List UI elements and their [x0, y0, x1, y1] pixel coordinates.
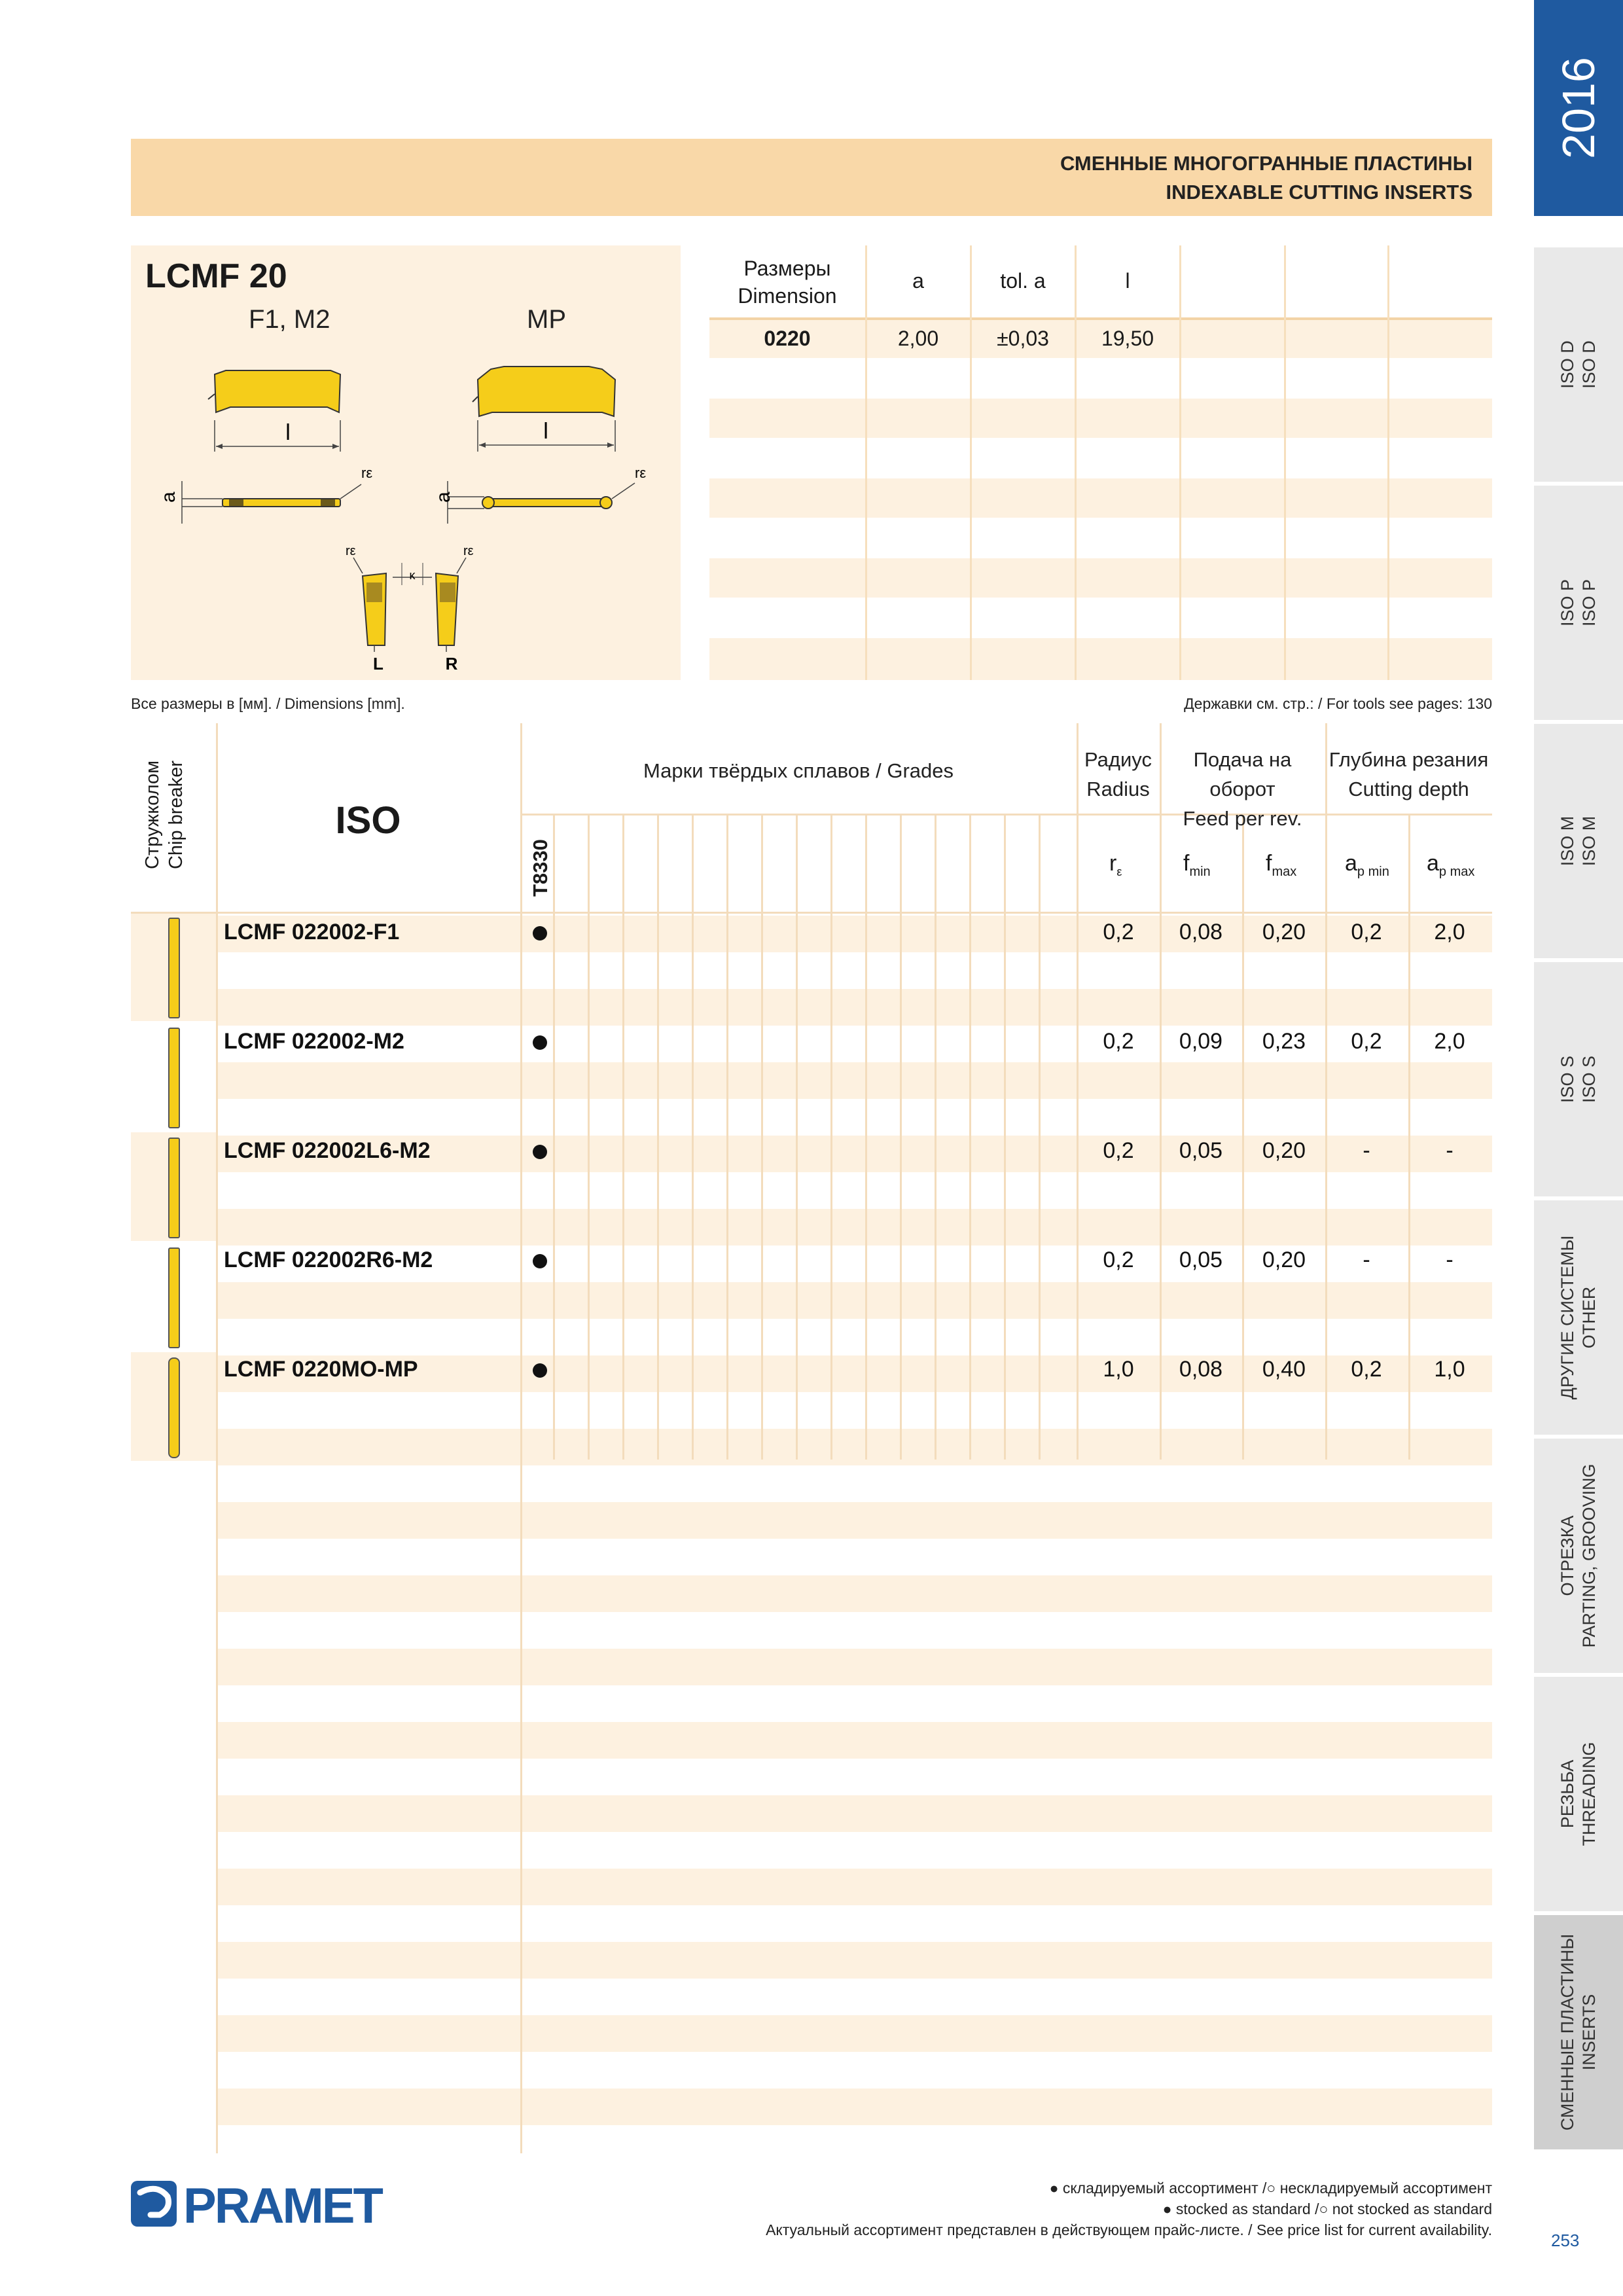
tab-label-ru: РЕЗЬБА	[1558, 1759, 1577, 1829]
cell-apmin: 0,2	[1351, 1029, 1382, 1054]
page-number: 253	[1551, 2231, 1580, 2250]
dim-header-dimension: Размеры Dimension	[738, 257, 837, 308]
year-label: 2016	[1553, 57, 1604, 159]
dim-row-l: 19,50	[1101, 327, 1154, 350]
variant-left-label: F1, M2	[249, 305, 330, 334]
dim-row-tol: ±0,03	[997, 327, 1049, 350]
header-title-ru: СМЕННЫЕ МНОГОГРАННЫЕ ПЛАСТИНЫ	[1060, 152, 1472, 175]
grade-T8330: T8330	[529, 839, 552, 897]
stock-dot	[533, 1254, 547, 1268]
tab-label-en: ISO D	[1579, 340, 1599, 389]
tab-iso-s[interactable]	[1534, 962, 1623, 1196]
cell-fmax: 0,20	[1262, 1138, 1306, 1163]
feed-en: Feed per rev.	[1183, 807, 1302, 830]
cell-apmax: -	[1446, 1138, 1454, 1163]
tab-label-en: PARTING, GROOVING	[1579, 1463, 1599, 1648]
variant-right-label: MP	[527, 305, 566, 334]
tools-ref-text: Державки см. стр.: / For tools see pages:	[1184, 695, 1463, 712]
dim-row-code: 0220	[764, 327, 811, 350]
insert-icon	[168, 918, 180, 1018]
stock-dot	[533, 1363, 547, 1378]
label-R: R	[445, 654, 458, 673]
radius-en: Radius	[1086, 778, 1150, 800]
chip-breaker-en: Chip breaker	[166, 760, 187, 870]
cell-fmin: 0,05	[1179, 1247, 1223, 1272]
legend-ru: ● складируемый ассортимент /○ нескладируемый ассортимент	[1049, 2179, 1492, 2197]
cell-apmax: 1,0	[1434, 1357, 1465, 1382]
cell-apmin: -	[1363, 1247, 1370, 1272]
tab-label-en: INSERTS	[1579, 1994, 1599, 2071]
tab-parting[interactable]	[1534, 1439, 1623, 1673]
insert-icon	[168, 1247, 180, 1348]
chip-breaker-ru: Стружколом	[142, 760, 163, 870]
dim-r-label-mp: rε	[635, 465, 647, 481]
tab-other[interactable]	[1534, 1200, 1623, 1435]
dim-header-tol: tol. a	[1000, 269, 1046, 293]
dim-l-label: l	[285, 420, 291, 445]
sub-fmin: $f_{min}$	[1183, 851, 1211, 879]
sub-apmax: $a_{p max}$	[1427, 851, 1475, 879]
cell-fmax: 0,40	[1262, 1357, 1306, 1382]
cell-fmax: 0,23	[1262, 1029, 1306, 1054]
sub-apmin: $a_{p min}$	[1345, 851, 1389, 879]
cell-fmax: 0,20	[1262, 920, 1306, 944]
depth-en: Cutting depth	[1348, 778, 1469, 800]
tab-iso-p[interactable]	[1534, 486, 1623, 720]
cell-fmax: 0,20	[1262, 1247, 1306, 1272]
table-row-name: LCMF 022002-M2	[224, 1029, 404, 1054]
dim-row-a: 2,00	[897, 327, 939, 350]
radius-ru: Радиус	[1084, 748, 1152, 771]
cell-apmin: -	[1363, 1138, 1370, 1163]
tab-label-ru: СМЕННЫЕ ПЛАСТИНЫ	[1558, 1933, 1577, 2131]
tab-label-ru: ОТРЕЗКА	[1558, 1515, 1577, 1596]
cell-fmin: 0,08	[1179, 920, 1223, 944]
sub-re: $r_\varepsilon$	[1109, 851, 1122, 878]
tab-label-ru: ISO D	[1558, 340, 1577, 389]
tab-label-en: ISO S	[1579, 1055, 1599, 1103]
cell-apmax: 2,0	[1434, 1029, 1465, 1054]
insert-icon	[168, 1357, 180, 1458]
dim-k-label: κ	[409, 569, 416, 582]
insert-icon	[168, 1028, 180, 1128]
pramet-logo-mark	[131, 2177, 399, 2231]
radius-header	[1077, 745, 1160, 804]
section-header	[131, 139, 1492, 216]
insert-title: LCMF 20	[145, 257, 287, 295]
cell-re: 0,2	[1103, 1029, 1134, 1054]
dim-header-l: l	[1125, 269, 1130, 293]
year-tab[interactable]	[1534, 0, 1623, 216]
table-row-name: LCMF 022002R6-M2	[224, 1247, 433, 1272]
dim-l-label-mp: l	[543, 419, 548, 444]
tab-label-ru: ISO P	[1558, 579, 1577, 627]
tab-threading[interactable]	[1534, 1677, 1623, 1911]
tab-iso-m[interactable]	[1534, 724, 1623, 958]
dimensions-note: Все размеры в [мм]. / Dimensions [mm].	[131, 695, 405, 712]
feed-header	[1160, 745, 1325, 833]
feed-ru: Подача на оборот	[1193, 748, 1292, 800]
cell-re: 0,2	[1103, 1138, 1134, 1163]
tab-iso-d[interactable]	[1534, 247, 1623, 482]
stock-dot	[533, 926, 547, 941]
cell-apmin: 0,2	[1351, 920, 1382, 944]
chip-breaker-image	[131, 1022, 216, 1131]
cell-apmax: 2,0	[1434, 920, 1465, 944]
chip-breaker-image	[131, 1132, 216, 1241]
stock-dot	[533, 1145, 547, 1159]
dim-a-label: a	[158, 492, 179, 503]
header-title-en: INDEXABLE CUTTING INSERTS	[1166, 181, 1472, 204]
iso-header: ISO	[335, 799, 401, 842]
table-row-name: LCMF 0220MO-MP	[224, 1357, 418, 1382]
tab-label-ru: ISO S	[1558, 1055, 1577, 1103]
grades-header: Марки твёрдых сплавов / Grades	[643, 759, 954, 782]
tab-label-en: THREADING	[1579, 1742, 1599, 1846]
depth-header	[1325, 745, 1492, 804]
cell-re: 0,2	[1103, 1247, 1134, 1272]
sub-fmax: $f_{max}$	[1266, 851, 1297, 879]
availability-note: Актуальный ассортимент представлен в действующем прайс-листе. / See price list for current availability.	[766, 2221, 1492, 2238]
cell-re: 1,0	[1103, 1357, 1134, 1382]
table-row-name: LCMF 022002L6-M2	[224, 1138, 431, 1163]
tools-reference-note	[1184, 695, 1492, 713]
pramet-logo[interactable]	[131, 2177, 399, 2231]
tools-ref-page[interactable]: 130	[1467, 695, 1492, 712]
dim-header-a: a	[912, 269, 924, 293]
dim-a-label-mp: a	[433, 492, 454, 503]
label-L: L	[373, 654, 383, 673]
cell-fmin: 0,08	[1179, 1357, 1223, 1382]
dim-r-label: rε	[361, 465, 373, 481]
tab-inserts[interactable]	[1534, 1915, 1623, 2149]
insert-icon	[168, 1138, 180, 1238]
chip-breaker-image	[131, 1352, 216, 1461]
tab-label-ru: ДРУГИЕ СИСТЕМЫ	[1558, 1235, 1577, 1400]
depth-ru: Глубина резания	[1329, 748, 1489, 771]
legend-en: ● stocked as standard /○ not stocked as standard	[1162, 2200, 1492, 2217]
tab-label-en: ISO M	[1579, 816, 1599, 867]
table-row-name: LCMF 022002-F1	[224, 920, 400, 944]
cell-re: 0,2	[1103, 920, 1134, 944]
tab-label-en: ISO P	[1579, 579, 1599, 627]
cell-fmin: 0,09	[1179, 1029, 1223, 1054]
insert-technical-drawing	[131, 347, 681, 681]
dim-r-front-right: rε	[463, 544, 474, 558]
pramet-wordmark: PRAMET	[183, 2178, 382, 2231]
tab-label-en: OTHER	[1579, 1286, 1599, 1349]
chip-breaker-image	[131, 1242, 216, 1351]
dimension-table	[709, 245, 1492, 680]
dim-r-front-left: rε	[346, 544, 356, 558]
cell-apmin: 0,2	[1351, 1357, 1382, 1382]
chip-breaker-header	[141, 756, 188, 874]
stock-dot	[533, 1035, 547, 1050]
tab-label-ru: ISO M	[1558, 816, 1577, 867]
chip-breaker-image	[131, 912, 216, 1021]
cell-fmin: 0,05	[1179, 1138, 1223, 1163]
cell-apmax: -	[1446, 1247, 1454, 1272]
